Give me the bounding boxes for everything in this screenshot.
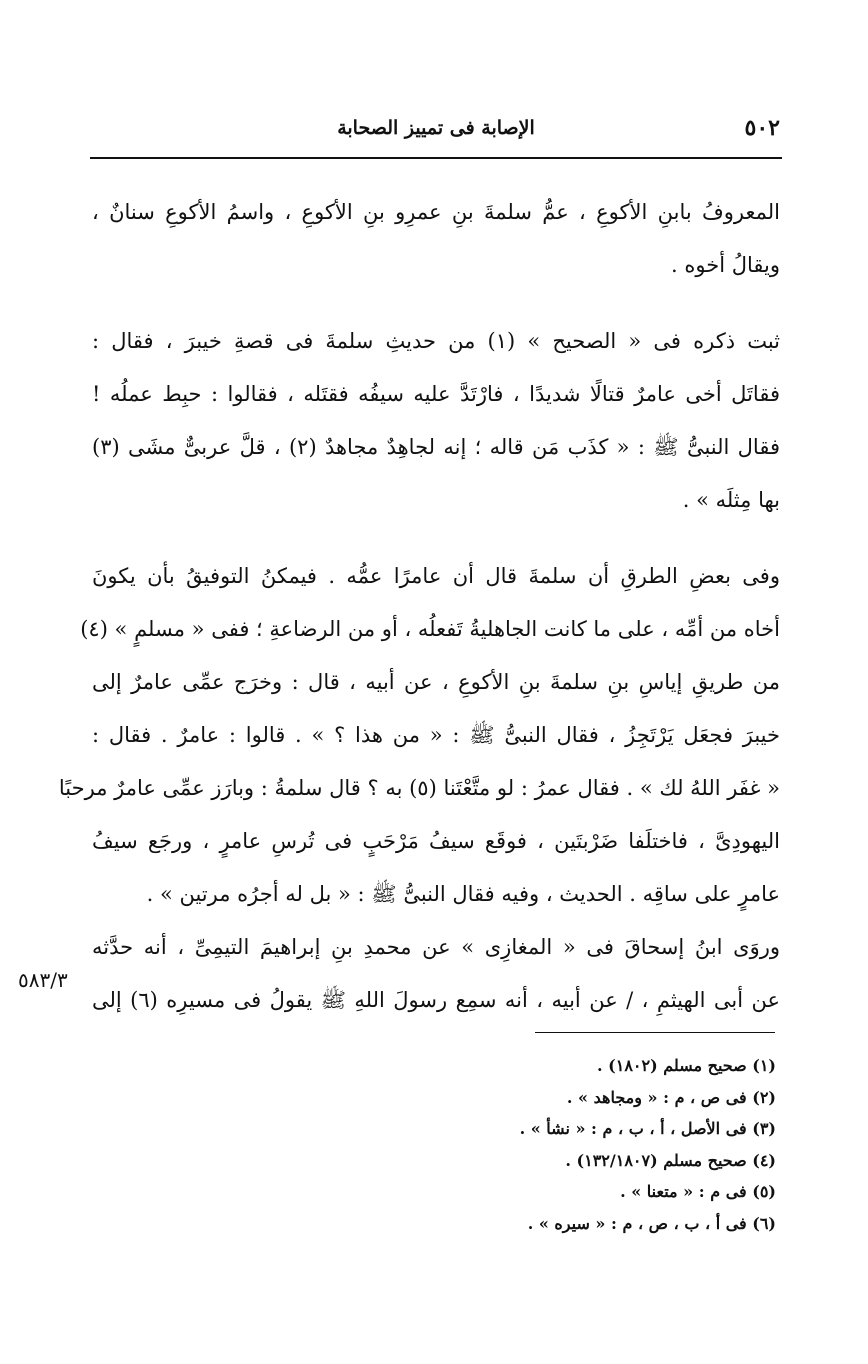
page-number: ٥٠٢ <box>744 115 780 141</box>
body-line: ويقالُ أخوه . <box>671 253 780 277</box>
body-line: فقال النبىُّ ﷺ : « كذَب مَن قاله ؛ إنه لجاهِدٌ مجاهدٌ (٢) ، قلَّ عربىٌّ مشَى (٣) <box>92 435 780 459</box>
footnote: (٢) فى ص ، م : « ومجاهد » . <box>566 1087 776 1107</box>
body-text <box>58 186 781 1027</box>
footnote: (٦) فى أ ، ب ، ص ، م : « سيره » . <box>527 1213 776 1233</box>
header-rule <box>90 157 782 159</box>
body-line: من طريقِ إياسِ بنِ سلمةَ بنِ الأكوعِ ، عن أبيه ، قال : وخرَج عمِّى عامرٌ إلى <box>92 670 780 694</box>
footnote: (٤) صحيح مسلم (١٣٢/١٨٠٧) . <box>565 1150 776 1170</box>
body-line: أخاه من أمِّه ، على ما كانت الجاهليةُ تَفعلُه ، أو من الرضاعةِ ؛ ففى « مسلمٍ » (٤) <box>80 617 780 641</box>
body-line: خيبرَ فجعَل يَرْتَجِزُ ، فقال النبىُّ ﷺ : « من هذا ؟ » . قالوا : عامرٌ . فقال : <box>92 723 780 747</box>
body-line: عامرٍ على ساقِه . الحديث ، وفيه فقال النبىُّ ﷺ : « بل له أجرُه مرتين » . <box>146 882 780 906</box>
body-line: بها مِثلَه » . <box>682 488 780 512</box>
footnote-separator <box>535 1032 775 1033</box>
footnote: (١) صحيح مسلم (١٨٠٢) . <box>597 1056 776 1075</box>
body-line: وفى بعضِ الطرقِ أن سلمةَ قال أن عامرًا عمُّه . فيمكنُ التوفيقُ بأن يكونَ <box>92 564 780 588</box>
body-line: فقاتَل أخى عامرٌ قتالًا شديدًا ، فارْتَدَّ عليه سيفُه فقتَله ، فقالوا : حبِط عملُه ! <box>92 382 780 406</box>
body-line: ثبت ذكره فى « الصحيح » (١) من حديثِ سلمةَ فى قصةِ خيبرَ ، فقال : <box>92 329 780 353</box>
body-line: عن أبى الهيثمِ ، / عن أبيه ، أنه سمِع رسولَ اللهِ ﷺ يقولُ فى مسيرِه (٦) إلى <box>92 988 781 1012</box>
body-line: « غفَر اللهُ لك » . فقال عمرُ : لو متَّعْتَنا (٥) به ؟ قال سلمةُ : وبارَز عمِّى عامرٌ مرحبًا <box>58 776 780 800</box>
footnote: (٣) فى الأصل ، أ ، ب ، م : « نشأ » . <box>519 1119 776 1138</box>
paragraph-gap <box>92 527 780 550</box>
paragraph-gap <box>92 292 780 315</box>
book-title: الإصابة فى تمييز الصحابة <box>337 117 535 139</box>
footnotes <box>356 1050 776 1239</box>
footnote: (٥) فى م : « متعنا » . <box>620 1182 776 1201</box>
body-line: وروَى ابنُ إسحاقَ فى « المغازِى » عن محمدِ بنِ إبراهيمَ التيمِىِّ ، أنه حدَّثه <box>92 935 780 959</box>
margin-volume-page-ref: ٥٨٣/٣ <box>18 968 68 992</box>
running-header <box>92 115 780 147</box>
body-line: اليهودِىَّ ، فاختلَفا ضَرْبتَين ، فوقَع سيفُ مَرْحَبٍ فى تُرسِ عامرٍ ، ورجَع سيفُ <box>92 829 780 853</box>
body-line: المعروفُ بابنِ الأكوعِ ، عمُّ سلمةَ بنِ عمرِو بنِ الأكوعِ ، واسمُ الأكوعِ سنانٌ ، <box>92 200 780 224</box>
